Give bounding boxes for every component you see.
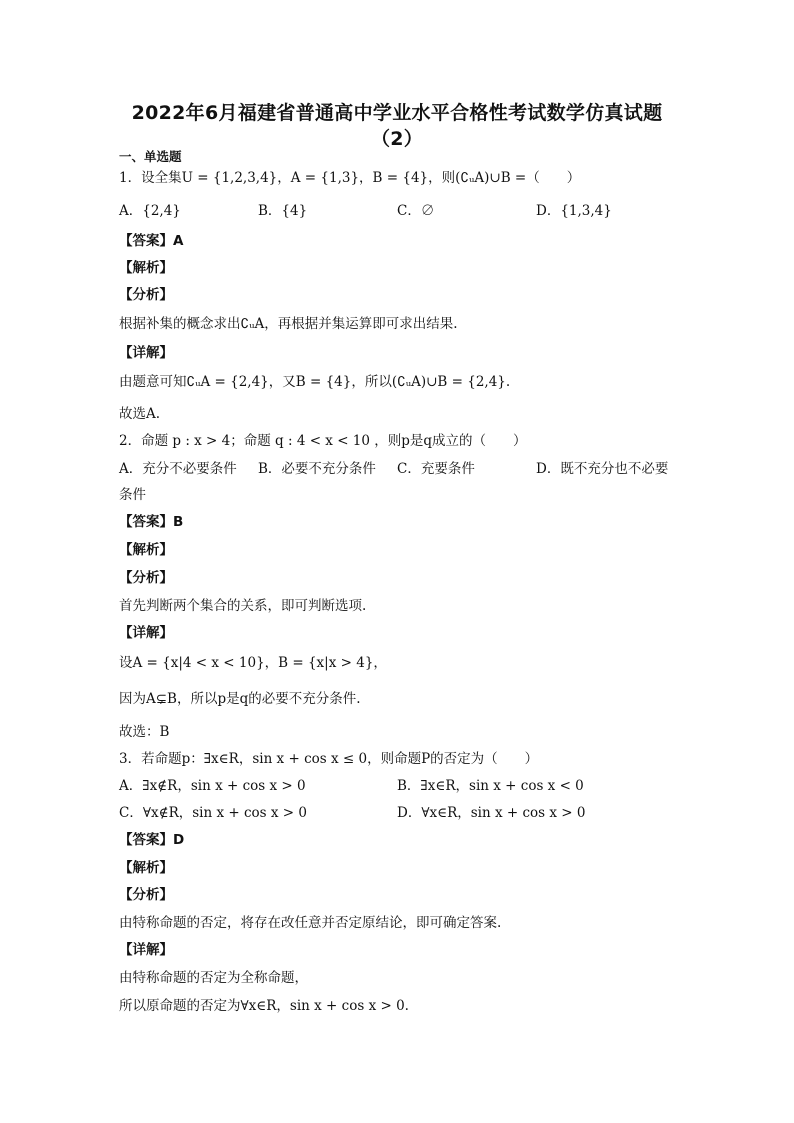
q2-option-d-wrap: 条件 <box>119 487 146 503</box>
q1-conclusion: 故选A. <box>119 406 161 422</box>
q3-option-c: C．∀x∉R，sin x + cos x > 0 <box>119 805 307 821</box>
q1-stem: 1．设全集U = {1,2,3,4}，A = {1,3}，B = {4}，则(∁ᵤA)∪B =（ ） <box>119 170 581 186</box>
q1-option-c: C．∅ <box>397 203 435 219</box>
q2-jiexi-heading: 【解析】 <box>119 542 173 558</box>
q2-option-a: A．充分不必要条件 <box>119 461 237 477</box>
q1-option-d: D．{1,3,4} <box>536 203 612 219</box>
q3-xiangjie-text2: 所以原命题的否定为∀x∈R，sin x + cos x > 0. <box>119 998 409 1014</box>
q2-conclusion: 故选：B <box>119 724 170 740</box>
q1-xiangjie-heading: 【详解】 <box>119 345 173 361</box>
q2-xiangjie-heading: 【详解】 <box>119 625 173 641</box>
section-heading: 一、单选题 <box>119 149 182 164</box>
q1-option-b: B．{4} <box>258 203 308 219</box>
q1-answer: 【答案】A <box>119 233 184 249</box>
doc-title-line2: （2） <box>370 128 424 150</box>
q3-xiangjie-text1: 由特称命题的否定为全称命题， <box>119 970 308 986</box>
doc-title-line1: 2022年6月福建省普通高中学业水平合格性考试数学仿真试题 <box>131 102 663 124</box>
q2-reason: 因为A⊊B，所以p是q的必要不充分条件. <box>119 691 361 707</box>
q2-stem: 2．命题 p : x > 4；命题 q : 4 < x < 10 ，则p是q成立的（ ） <box>119 433 527 449</box>
q3-jiexi-heading: 【解析】 <box>119 860 173 876</box>
q1-xiangjie-text: 由题意可知∁ᵤA = {2,4}，又B = {4}，所以(∁ᵤA)∪B = {2,4}. <box>119 374 511 390</box>
q3-fenxi-heading: 【分析】 <box>119 887 173 903</box>
q3-xiangjie-heading: 【详解】 <box>119 942 173 958</box>
q2-fenxi-text: 首先判断两个集合的关系，即可判断选项. <box>119 598 367 614</box>
q1-jiexi-heading: 【解析】 <box>119 260 173 276</box>
q1-fenxi-heading: 【分析】 <box>119 287 173 303</box>
q2-option-d: D．既不充分也不必要 <box>536 461 669 477</box>
q2-option-c: C．充要条件 <box>397 461 475 477</box>
q2-xiangjie-text: 设A = {x|4 < x < 10}，B = {x|x > 4}， <box>119 655 387 671</box>
q3-answer: 【答案】D <box>119 832 185 848</box>
q3-stem: 3．若命题p：∃x∈R，sin x + cos x ≤ 0，则命题P的否定为（ ） <box>119 751 539 767</box>
q1-option-a: A．{2,4} <box>119 203 181 219</box>
q2-answer: 【答案】B <box>119 514 184 530</box>
q3-option-b: B．∃x∈R，sin x + cos x < 0 <box>397 778 584 794</box>
q3-fenxi-text: 由特称命题的否定，将存在改任意并否定原结论，即可确定答案. <box>119 915 502 931</box>
q3-option-d: D．∀x∈R，sin x + cos x > 0 <box>397 805 586 821</box>
q2-fenxi-heading: 【分析】 <box>119 570 173 586</box>
q2-option-b: B．必要不充分条件 <box>258 461 376 477</box>
q1-fenxi-text: 根据补集的概念求出∁ᵤA，再根据并集运算即可求出结果. <box>119 316 458 332</box>
q3-option-a: A．∃x∉R，sin x + cos x > 0 <box>119 778 306 794</box>
